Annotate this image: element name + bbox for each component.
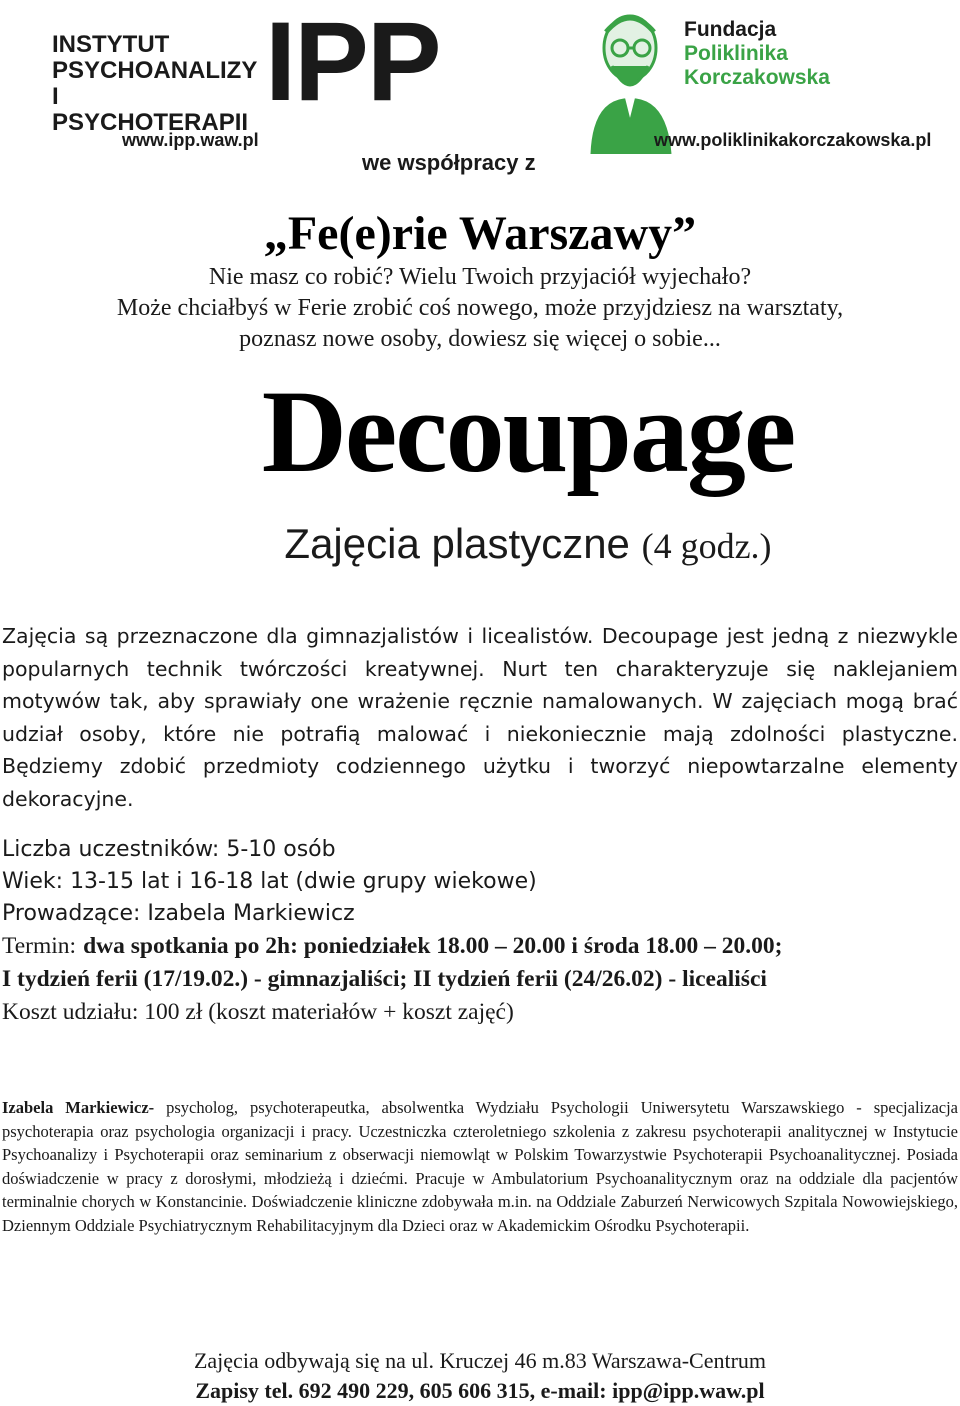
term-label: Termin: [2,933,77,959]
cooperation-label: we współpracy z [362,150,536,175]
intro-text [0,262,960,355]
workshop-name: Decoupage [261,366,795,497]
workshop-hours: (4 godz.) [641,526,772,566]
fundacja-line1: Fundacja [684,18,777,41]
instructor-bio [2,1096,958,1237]
location-line: Zajęcia odbywają się na ul. Kruczej 46 m.83 Warszawa-Centrum [193,1348,767,1373]
workshop-subtitle-text: Zajęcia plastyczne [284,520,630,567]
instructor-name: Izabela Markiewicz- [2,1098,155,1117]
fundacja-url: www.poliklinikakorczakowska.pl [654,130,932,150]
fundacja-logo-text [684,18,830,90]
ipp-url: www.ipp.waw.pl [122,130,259,150]
instructor-bio-text: psycholog, psychoterapeutka, absolwentka Wydziału Psychologii Uniwersytetu Warszawskiego - specjalizacja psychoterapia oraz psychologia organizacji i pracy. Uczestniczka czteroletniego szkolenia z zakresu psychoterapii analitycznej w Instytucie Psychoanalizy i Psychoterapii oraz seminarium z obserwacji niemowląt w Polskim Towarzystwie Psychoterapii Psychoanalitycznej. Posiada doświadczenie w pracy z dorosłymi, młodzieżą i dziećmi. Pracuje w Ambulatorium Psychoanalitycznym oraz na oddziale dla pacjentów terminalnie chorych w Konstancinie. Doświadczenie kliniczne zdobywała m.in. na Oddziale Zaburzeń Nerwicowych Szpitala Nowowiejskiego, Dziennym Oddziale Psychiatrycznym Rehabilitacyjnym dla Dzieci oraz w Akademickim Ośrodku Psychoterapii. [2,1098,958,1235]
participants-line: Liczba uczestników: 5-10 osób [2,837,336,862]
term-line [2,930,958,963]
contact-line: Zapisy tel. 692 490 229, 605 606 315, e-mail: ipp@ipp.waw.pl [195,1378,765,1403]
workshop-details [2,834,958,1028]
footer [0,1346,960,1406]
fundacja-line2: Poliklinika [684,42,788,65]
ipp-logo-line3: I PSYCHOTERAPII [52,83,249,136]
ipp-logo-line2: PSYCHOANALIZY [52,57,258,84]
term-weeks-line [2,963,958,996]
ipp-logo-line1: INSTYTUT [52,31,170,58]
workshop-description: Zajęcia są przeznaczone dla gimnazjalistów i licealistów. Decoupage jest jedną z niezwykle popularnych technik twórczości kreatywnej. Nurt ten charakteryzuje się naklejaniem motywów tak, aby sprawiały one wrażenie ręcznie namalowanych. W zajęciach mogą brać udział osoby, które nie potrafią malować i niekoniecznie mają zdolności plastyczne. Będziemy zdobić przedmioty codziennego użytku i tworzyć niepowtarzalne elementy dekoracyjne. [2,624,958,811]
term-weeks: I tydzień ferii (17/19.02.) - gimnazjaliści; II tydzień ferii (24/26.02) - licealiści [2,966,767,992]
age-line: Wiek: 13-15 lat i 16-18 lat (dwie grupy wiekowe) [2,869,537,894]
term-value: dwa spotkania po 2h: poniedziałek 18.00 – 20.00 i środa 18.00 – 20.00; [83,933,783,959]
intro-line1: Nie masz co robić? Wielu Twoich przyjaciół wyjechało? [208,264,752,290]
intro-line2: Może chciałbyś w Ferie zrobić coś nowego, może przyjdziesz na warsztaty, [116,295,844,321]
cost-line: Koszt udziału: 100 zł (koszt materiałów + koszt zajęć) [2,999,514,1025]
ipp-logo-text [52,31,258,136]
page-title: „Fe(e)rie Warszawy” [263,207,697,260]
workshop-subtitle [0,518,960,572]
fundacja-line3: Korczakowska [684,66,830,89]
ipp-logo-mark: IPP [265,0,440,124]
intro-line3: poznasz nowe osoby, dowiesz się więcej o sobie... [239,326,721,352]
leader-line: Prowadzące: Izabela Markiewicz [2,901,355,926]
